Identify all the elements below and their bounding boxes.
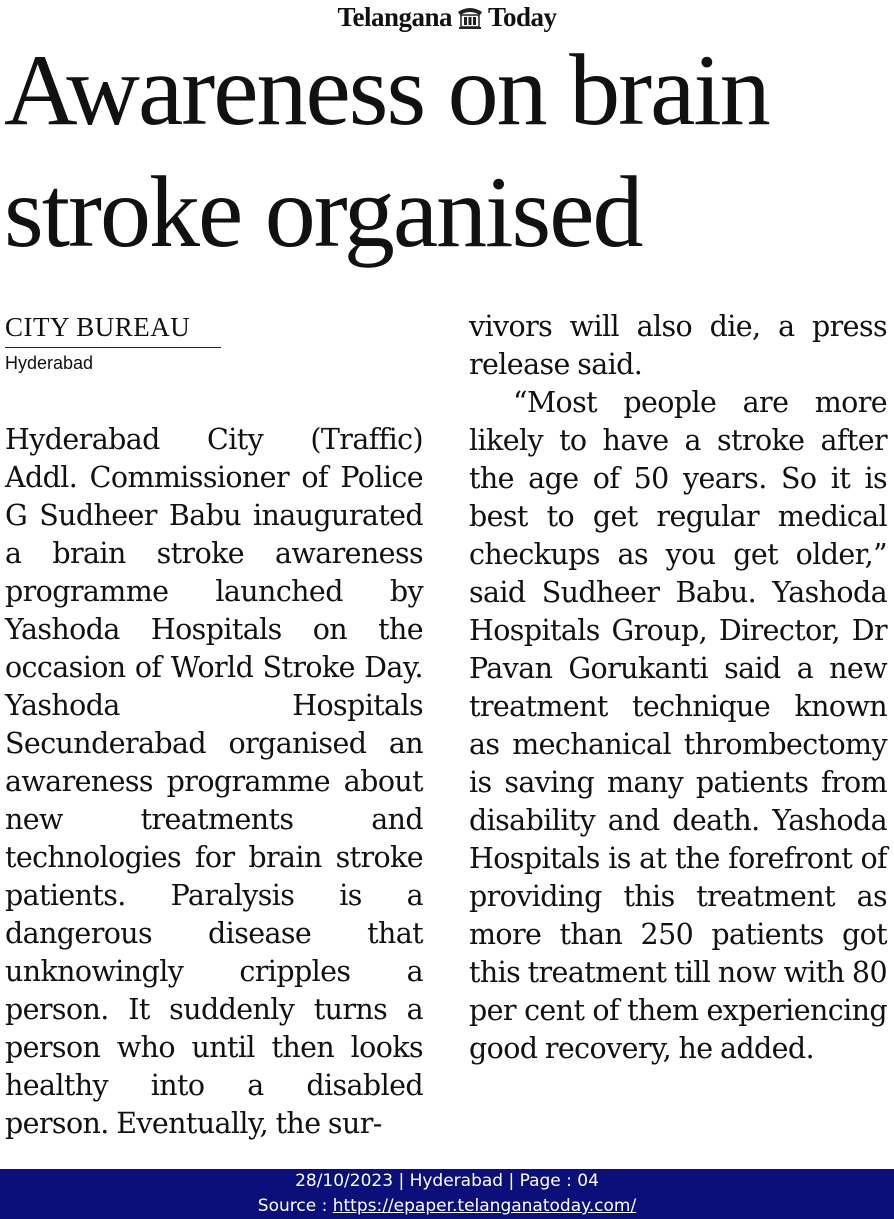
article-column-1 [5, 421, 423, 1143]
article-paragraph: “Most people are more likely to have a stroke after the age of 50 years. So it is best to get regular medical checkups as you get older,” said Sudheer Babu. Yashoda Hospitals Group, Director, Dr Pavan Gorukanti said a new treatment technique known as mechanical thrombectomy is saving many patients from disability and death. Yashoda Hospitals is at the forefront of providing this treatment as more than 250 patients got this treatment till now with 80 per cent of them experiencing good recovery, he added. [469, 386, 887, 1065]
byline-agency: CITY BUREAU [5, 311, 221, 348]
article-paragraph: Hyderabad City (Traffic) Addl. Commissioner of Police G Sudheer Babu inaugurated a brain stroke awareness programme launched by Yashoda Hospitals on the occasion of World Stroke Day. Yashoda Hospitals Secunderabad organised an awareness programme about new treatments and technologies for brain stroke patients. Paralysis is a dangerous disease that unknowingly cripples a person. It suddenly turns a person who until then looks healthy into a disabled person. Eventually, the sur- [5, 423, 423, 1140]
byline-place: Hyderabad [5, 353, 94, 373]
footer-bar [0, 1169, 894, 1219]
byline [5, 311, 221, 374]
footer-source [0, 1194, 894, 1219]
article-paragraph-continuation: vivors will also die, a press release said. [469, 310, 887, 381]
footer-source-link[interactable]: https://epaper.telanganatoday.com/ [332, 1196, 637, 1216]
footer-date-page: 28/10/2023 | Hyderabad | Page : 04 [295, 1171, 599, 1191]
headline: Awareness on brain stroke organised [4, 34, 769, 269]
masthead-name-left: Telangana [337, 1, 452, 32]
footer-source-label: Source : [257, 1196, 333, 1216]
article-column-2 [469, 308, 887, 1068]
masthead-name-right: Today [488, 1, 557, 32]
masthead-emblem-icon [455, 3, 485, 31]
masthead [0, 0, 894, 34]
